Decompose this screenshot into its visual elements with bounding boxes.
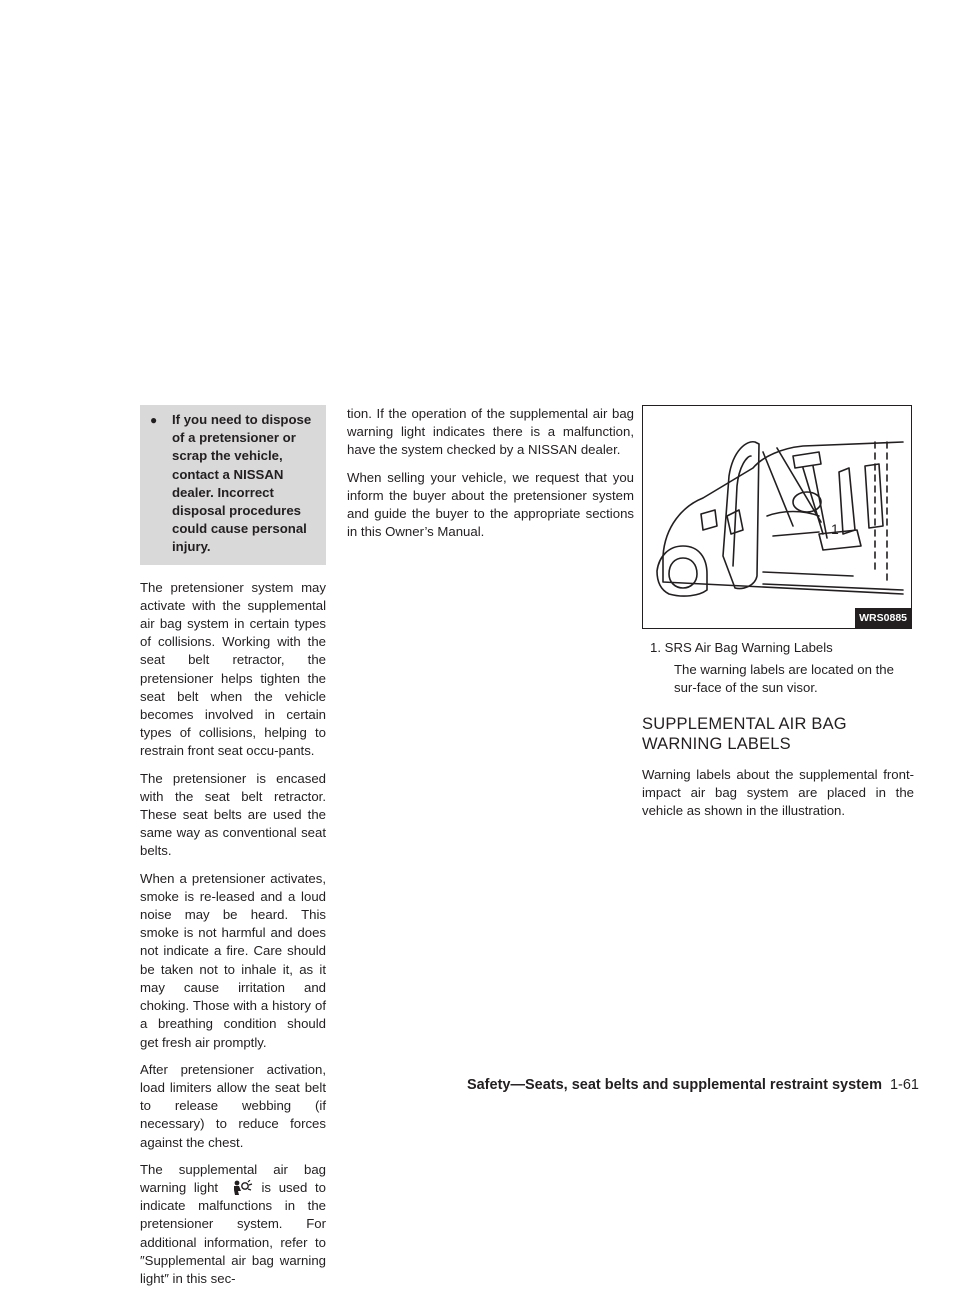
figure-caption: 1. SRS Air Bag Warning Labels [650,640,833,655]
figure-code: WRS0885 [855,608,911,628]
middle-column [347,405,634,550]
footer-section-title: Safety—Seats, seat belts and supplemental restraint system [466,1077,882,1093]
paragraph: When a pretensioner activates, smoke is re-leased and a loud noise may be heard. This smoke is not harmful and does not indicate a fire. Care should be taken not to inhale it, as it may cause irritation and choking. Those with a history of a breathing condition should get fresh air promptly. [140,870,326,1050]
figure-caption-detail: The warning labels are located on the sur-face of the sun visor. [674,662,894,696]
airbag-warning-light-icon [226,1180,254,1196]
paragraph-airbag-light [140,1161,326,1288]
heading-line-1: SUPPLEMENTAL AIR BAG [642,714,847,733]
paragraph: After pretensioner activation, load limiters allow the seat belt to release webbing (if necessary) to reduce forces against the chest. [140,1061,326,1150]
paragraph: Warning labels about the supplemental front-impact air bag system are placed in the vehicle as shown in the illustration. [642,766,914,819]
text-segment: is used to indicate malfunctions in the pretensioner system. For additional information, refer to ″Supplemental air bag warning light″ in this sec- [140,1179,326,1286]
right-column [642,405,914,829]
warning-box [140,405,326,565]
text-segment: The supplemental air bag warning light [140,1161,326,1195]
callout-number: 1 [831,521,839,537]
bullet-icon: ● [150,413,158,427]
page-number: 1-61 [889,1077,919,1093]
paragraph: When selling your vehicle, we request that you inform the buyer about the pretensioner system and guide the buyer to the appropriate sections in this Owner’s Manual. [347,469,634,540]
left-column [140,405,326,1297]
truck-interior-drawing [643,406,911,628]
warning-text: If you need to dispose of a pretensioner or scrap the vehicle, contact a NISSAN dealer. Incorrect disposal procedures could cause personal injury. [172,412,312,555]
paragraph: The pretensioner system may activate with the supplemental air bag system in certain types of collisions. Working with the seat belt retractor, the pretensioner helps tighten the seat belt when the vehicle becomes involved in certain types of collisions, helping to restrain front seat occu-pants. [140,579,326,759]
heading-line-2: WARNING LABELS [642,734,791,753]
section-heading [642,714,914,754]
vehicle-illustration [642,405,912,629]
page-footer [454,1077,919,1093]
paragraph: tion. If the operation of the supplemental air bag warning light indicates there is a malfunction, have the system checked by a NISSAN dealer. [347,406,634,458]
paragraph: The pretensioner is encased with the seat belt retractor. These seat belts are used the same way as conventional seat belts. [140,770,326,859]
